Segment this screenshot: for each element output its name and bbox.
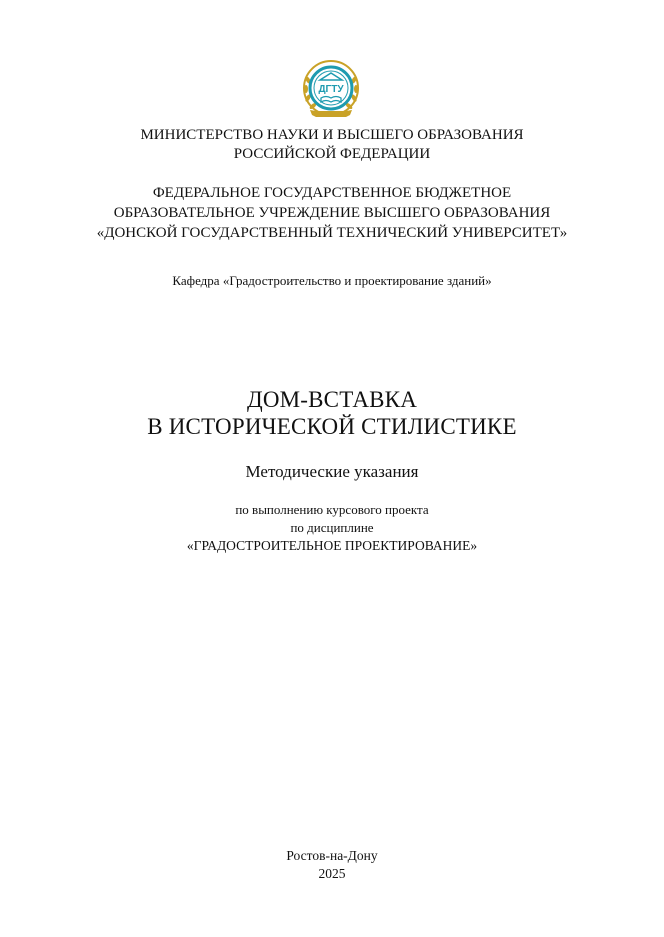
- document-subtitle: Методические указания: [245, 462, 419, 481]
- document-title-line-2: В ИСТОРИЧЕСКОЙ СТИЛИСТИКЕ: [147, 414, 517, 439]
- ribbon-icon: [314, 111, 348, 117]
- logo-text: ДГТУ: [318, 84, 344, 95]
- ministry-line-1: МИНИСТЕРСТВО НАУКИ И ВЫСШЕГО ОБРАЗОВАНИЯ: [140, 127, 524, 143]
- document-title-line-1: ДОМ-ВСТАВКА: [246, 387, 418, 412]
- university-logo: [300, 58, 362, 124]
- institution-line-3: «ДОНСКОЙ ГОСУДАРСТВЕННЫЙ ТЕХНИЧЕСКИЙ УНИВЕРСИТЕТ»: [96, 225, 568, 241]
- purpose-line-2: по дисциплине: [290, 520, 374, 535]
- institution-line-1: ФЕДЕРАЛЬНОЕ ГОСУДАРСТВЕННОЕ БЮДЖЕТНОЕ: [152, 185, 512, 201]
- department-name: Кафедра «Градостроительство и проектирование зданий»: [172, 273, 492, 288]
- purpose-line-1: по выполнению курсового проекта: [235, 502, 429, 517]
- publication-city: Ростов-на-Дону: [286, 848, 378, 863]
- ministry-line-2: РОССИЙСКОЙ ФЕДЕРАЦИИ: [233, 146, 431, 162]
- publication-year: 2025: [318, 866, 346, 881]
- institution-line-2: ОБРАЗОВАТЕЛЬНОЕ УЧРЕЖДЕНИЕ ВЫСШЕГО ОБРАЗОВАНИЯ: [113, 205, 551, 221]
- discipline-name: «ГРАДОСТРОИТЕЛЬНОЕ ПРОЕКТИРОВАНИЕ»: [186, 538, 478, 553]
